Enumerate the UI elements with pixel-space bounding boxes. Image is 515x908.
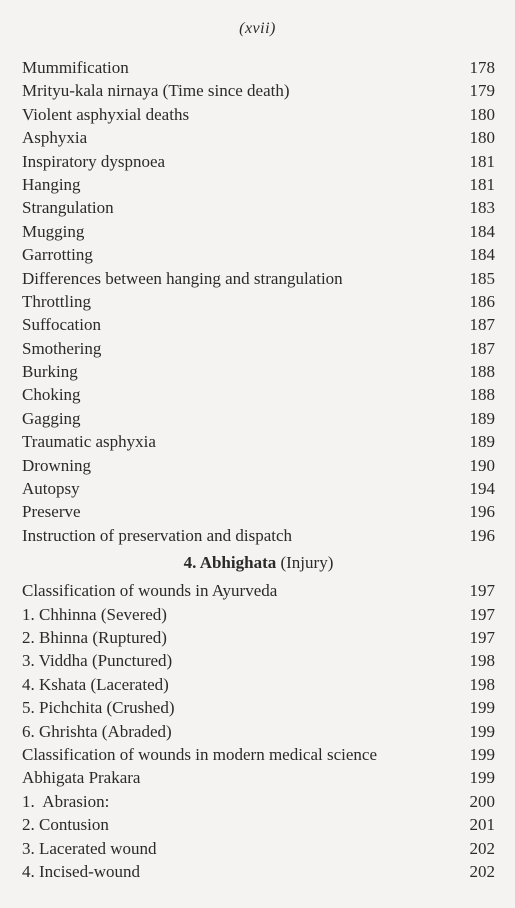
toc-entry bbox=[22, 79, 495, 102]
table-of-contents bbox=[22, 56, 495, 883]
entry-title: Differences between hanging and strangulation bbox=[22, 268, 343, 288]
entry-page-number: 198 bbox=[469, 674, 495, 694]
entry-title: Inspiratory dyspnoea bbox=[22, 151, 166, 171]
entry-page-number: 196 bbox=[469, 502, 495, 522]
entry-page-number: 190 bbox=[469, 455, 495, 475]
entry-title: 4. Kshata (Lacerated) bbox=[22, 674, 169, 694]
toc-entry bbox=[22, 383, 495, 406]
entry-page-number: 187 bbox=[469, 338, 495, 358]
entry-title: Garrotting bbox=[22, 245, 93, 265]
toc-entry bbox=[22, 837, 495, 860]
toc-entry bbox=[22, 720, 495, 743]
entry-page-number: 202 bbox=[469, 838, 495, 858]
entry-page-number: 181 bbox=[469, 174, 495, 194]
entry-page-number: 201 bbox=[469, 815, 495, 835]
entry-page-number: 179 bbox=[469, 81, 495, 101]
entry-page-number: 199 bbox=[469, 744, 495, 764]
toc-entry bbox=[22, 56, 495, 79]
entry-title: 3. Lacerated wound bbox=[22, 838, 157, 858]
toc-entry bbox=[22, 477, 495, 500]
entry-title: Preserve bbox=[22, 502, 81, 522]
entry-page-number: 189 bbox=[469, 408, 495, 428]
chapter-number-title: 4. Abhighata bbox=[183, 553, 277, 573]
entry-page-number: 199 bbox=[469, 768, 495, 788]
entry-title: 5. Pichchita (Crushed) bbox=[22, 698, 175, 718]
entry-title: Abhigata Prakara bbox=[22, 768, 141, 788]
toc-section-injury bbox=[22, 579, 495, 883]
entry-page-number: 197 bbox=[469, 604, 495, 624]
toc-entry bbox=[22, 267, 495, 290]
entry-title: Classification of wounds in Ayurveda bbox=[22, 581, 278, 601]
toc-entry bbox=[22, 649, 495, 672]
toc-entry bbox=[22, 407, 495, 430]
entry-title: Choking bbox=[22, 385, 81, 405]
toc-entry bbox=[22, 766, 495, 789]
toc-entry bbox=[22, 313, 495, 336]
entry-title: 1. Abrasion: bbox=[22, 791, 110, 811]
chapter-heading bbox=[22, 549, 495, 577]
toc-entry bbox=[22, 196, 495, 219]
entry-page-number: 199 bbox=[469, 721, 495, 741]
toc-entry bbox=[22, 860, 495, 883]
toc-entry bbox=[22, 500, 495, 523]
entry-page-number: 185 bbox=[469, 268, 495, 288]
toc-entry bbox=[22, 790, 495, 813]
entry-page-number: 196 bbox=[469, 525, 495, 545]
entry-title: 2. Contusion bbox=[22, 815, 109, 835]
toc-entry bbox=[22, 603, 495, 626]
entry-title: Gagging bbox=[22, 408, 81, 428]
entry-title: Hanging bbox=[22, 174, 81, 194]
entry-title: Mugging bbox=[22, 221, 85, 241]
toc-entry bbox=[22, 696, 495, 719]
entry-page-number: 187 bbox=[469, 315, 495, 335]
entry-page-number: 181 bbox=[469, 151, 495, 171]
entry-title: Autopsy bbox=[22, 479, 80, 499]
entry-title: Mummification bbox=[22, 58, 129, 77]
entry-page-number: 178 bbox=[469, 58, 495, 77]
toc-entry bbox=[22, 290, 495, 313]
entry-title: Strangulation bbox=[22, 198, 114, 218]
entry-page-number: 189 bbox=[469, 432, 495, 452]
toc-entry bbox=[22, 813, 495, 836]
entry-title: Suffocation bbox=[22, 315, 102, 335]
toc-entry bbox=[22, 360, 495, 383]
entry-page-number: 188 bbox=[469, 362, 495, 382]
entry-page-number: 180 bbox=[469, 104, 495, 124]
entry-title: 2. Bhinna (Ruptured) bbox=[22, 627, 167, 647]
entry-title: 1. Chhinna (Severed) bbox=[22, 604, 167, 624]
entry-page-number: 200 bbox=[469, 791, 495, 811]
entry-page-number: 194 bbox=[469, 479, 495, 499]
entry-title: Burking bbox=[22, 362, 78, 382]
toc-entry bbox=[22, 150, 495, 173]
toc-entry bbox=[22, 743, 495, 766]
entry-page-number: 202 bbox=[469, 861, 495, 881]
entry-title: 6. Ghrishta (Abraded) bbox=[22, 721, 172, 741]
entry-title: Mrityu-kala nirnaya (Time since death) bbox=[22, 81, 290, 101]
toc-entry bbox=[22, 337, 495, 360]
entry-title: Violent asphyxial deaths bbox=[22, 104, 190, 124]
entry-title: Smothering bbox=[22, 338, 102, 358]
chapter-subtitle: (Injury) bbox=[280, 553, 334, 573]
entry-page-number: 188 bbox=[469, 385, 495, 405]
toc-entry bbox=[22, 626, 495, 649]
entry-page-number: 184 bbox=[469, 221, 495, 241]
toc-entry bbox=[22, 579, 495, 602]
toc-entry bbox=[22, 673, 495, 696]
entry-page-number: 197 bbox=[469, 581, 495, 601]
toc-entry bbox=[22, 126, 495, 149]
entry-page-number: 199 bbox=[469, 698, 495, 718]
entry-title: Drowning bbox=[22, 455, 91, 475]
toc-entry bbox=[22, 430, 495, 453]
entry-page-number: 184 bbox=[469, 245, 495, 265]
toc-entry bbox=[22, 220, 495, 243]
toc-entry bbox=[22, 173, 495, 196]
toc-entry bbox=[22, 454, 495, 477]
entry-title: Classification of wounds in modern medical science bbox=[22, 744, 378, 764]
entry-title: Traumatic asphyxia bbox=[22, 432, 156, 452]
toc-entry bbox=[22, 243, 495, 266]
toc-entry bbox=[22, 103, 495, 126]
toc-section-asphyxia bbox=[22, 56, 495, 547]
entry-title: Asphyxia bbox=[22, 128, 88, 148]
entry-title: Throttling bbox=[22, 291, 91, 311]
entry-title: 3. Viddha (Punctured) bbox=[22, 651, 173, 671]
entry-page-number: 186 bbox=[469, 291, 495, 311]
entry-page-number: 198 bbox=[469, 651, 495, 671]
entry-page-number: 183 bbox=[469, 198, 495, 218]
page-folio: (xvii) bbox=[239, 20, 276, 37]
entry-page-number: 180 bbox=[469, 128, 495, 148]
entry-title: Instruction of preservation and dispatch bbox=[22, 525, 293, 545]
entry-title: 4. Incised-wound bbox=[22, 861, 141, 881]
toc-entry bbox=[22, 524, 495, 547]
entry-page-number: 197 bbox=[469, 627, 495, 647]
